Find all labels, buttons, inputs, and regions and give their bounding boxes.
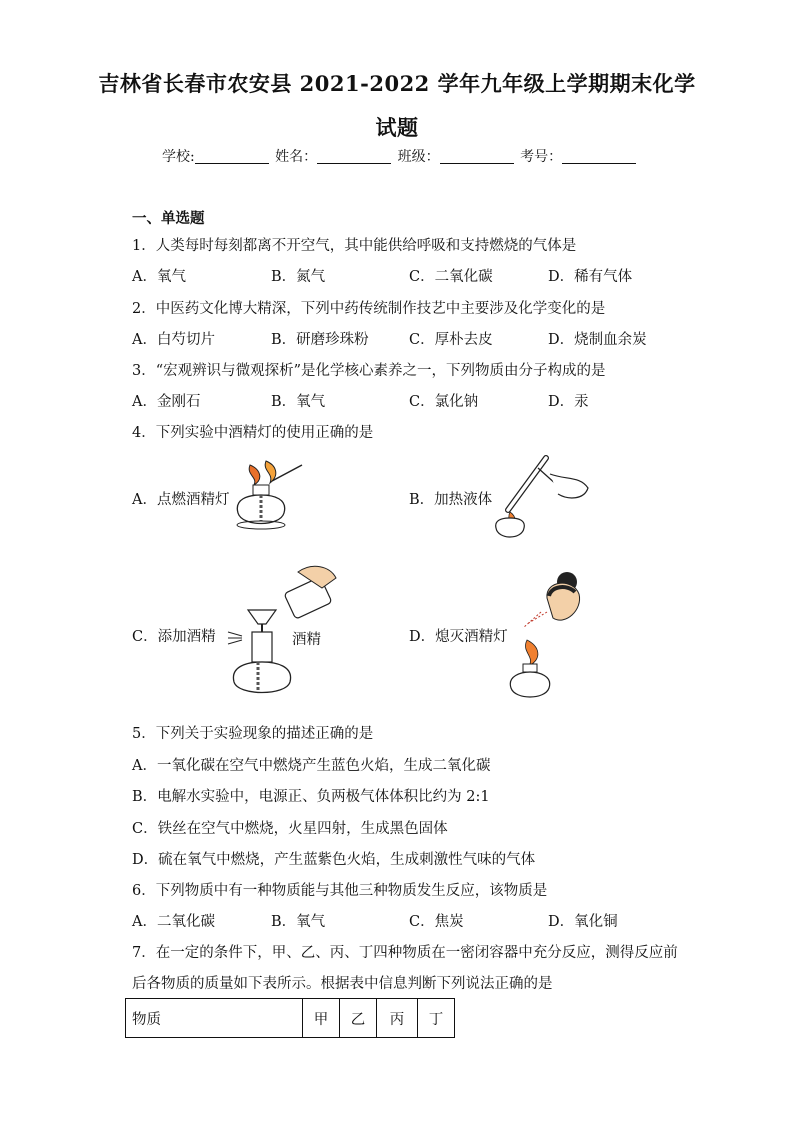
q4-option-c: C．添加酒精 xyxy=(132,629,216,645)
q1-option-c: C．二氧化碳 xyxy=(409,269,493,285)
exam-title-line2: 试题 xyxy=(375,115,419,140)
q6-option-a: A．二氧化碳 xyxy=(132,914,215,930)
q3-option-d: D．汞 xyxy=(548,394,589,410)
q1-option-a: A．氧气 xyxy=(132,269,186,285)
q5-option-a: A．一氧化碳在空气中燃烧产生蓝色火焰，生成二氧化碳 xyxy=(132,758,491,774)
q5-option-d: D．硫在氧气中燃烧，产生蓝紫色火焰，生成刺激性气味的气体 xyxy=(132,852,536,868)
question-1-stem: 1．人类每时每刻都离不开空气，其中能供给呼吸和支持燃烧的气体是 xyxy=(132,238,577,254)
lamp-lighting-figure xyxy=(220,455,330,543)
table-header-cell: 丁 xyxy=(418,999,455,1038)
alcohol-bottle-label: 酒精 xyxy=(292,632,321,648)
class-label: 班级： xyxy=(397,149,440,165)
q1-option-d: D．稀有气体 xyxy=(548,269,633,285)
question-4-stem: 4．下列实验中酒精灯的使用正确的是 xyxy=(132,425,374,441)
question-7-stem: 7．在一定的条件下，甲、乙、丙、丁四种物质在一密闭容器中充分反应，测得反应前 xyxy=(132,945,678,961)
exam-number-label: 考号： xyxy=(520,149,563,165)
exam-number-blank xyxy=(562,149,636,164)
student-info-row xyxy=(162,146,638,166)
q6-option-c: C．焦炭 xyxy=(409,914,464,930)
question-5-stem: 5．下列关于实验现象的描述正确的是 xyxy=(132,726,374,742)
q4-option-b: B．加热液体 xyxy=(409,492,493,508)
q2-option-a: A．白芍切片 xyxy=(132,332,215,348)
q2-option-b: B．研磨珍珠粉 xyxy=(271,332,369,348)
table-row xyxy=(126,999,455,1038)
q4-option-a: A．点燃酒精灯 xyxy=(132,492,230,508)
exam-title-line1: 吉林省长春市农安县 2021-2022 学年九年级上学期期末化学 xyxy=(98,71,696,96)
question-6-stem: 6．下列物质中有一种物质能与其他三种物质发生反应，该物质是 xyxy=(132,883,548,899)
q6-option-d: D．氧化铜 xyxy=(548,914,618,930)
table-header-cell: 乙 xyxy=(340,999,377,1038)
q5-option-c: C．铁丝在空气中燃烧，火星四射，生成黑色固体 xyxy=(132,821,448,837)
extinguishing-lamp-figure xyxy=(505,560,595,705)
school-blank xyxy=(195,149,269,164)
class-blank xyxy=(440,149,514,164)
q1-option-b: B．氮气 xyxy=(271,269,326,285)
table-header-cell: 甲 xyxy=(303,999,340,1038)
name-blank xyxy=(317,149,391,164)
q7-mass-table xyxy=(125,998,455,1038)
q6-option-b: B．氧气 xyxy=(271,914,326,930)
table-header-cell: 物质 xyxy=(126,999,303,1038)
table-header-cell: 丙 xyxy=(377,999,418,1038)
q5-option-b: B．电解水实验中，电源正、负两极气体体积比约为 2:1 xyxy=(132,789,490,805)
q4-option-d: D．熄灭酒精灯 xyxy=(409,629,508,645)
adding-alcohol-figure xyxy=(218,558,348,708)
q2-option-c: C．厚朴去皮 xyxy=(409,332,493,348)
question-2-stem: 2．中医药文化博大精深，下列中药传统制作技艺中主要涉及化学变化的是 xyxy=(132,301,606,317)
question-3-stem: 3．“宏观辨识与微观探析”是化学核心素养之一，下列物质由分子构成的是 xyxy=(132,363,606,379)
q3-option-a: A．金刚石 xyxy=(132,394,201,410)
school-label: 学校: xyxy=(162,149,195,165)
q3-option-b: B．氧气 xyxy=(271,394,326,410)
q3-option-c: C．氯化钠 xyxy=(409,394,479,410)
q2-option-d: D．烧制血余炭 xyxy=(548,332,647,348)
section-title: 一、单选题 xyxy=(132,210,205,227)
question-7-stem-cont: 后各物质的质量如下表所示。根据表中信息判断下列说法正确的是 xyxy=(132,976,553,992)
name-label: 姓名： xyxy=(275,149,318,165)
heating-liquid-figure xyxy=(488,450,598,550)
